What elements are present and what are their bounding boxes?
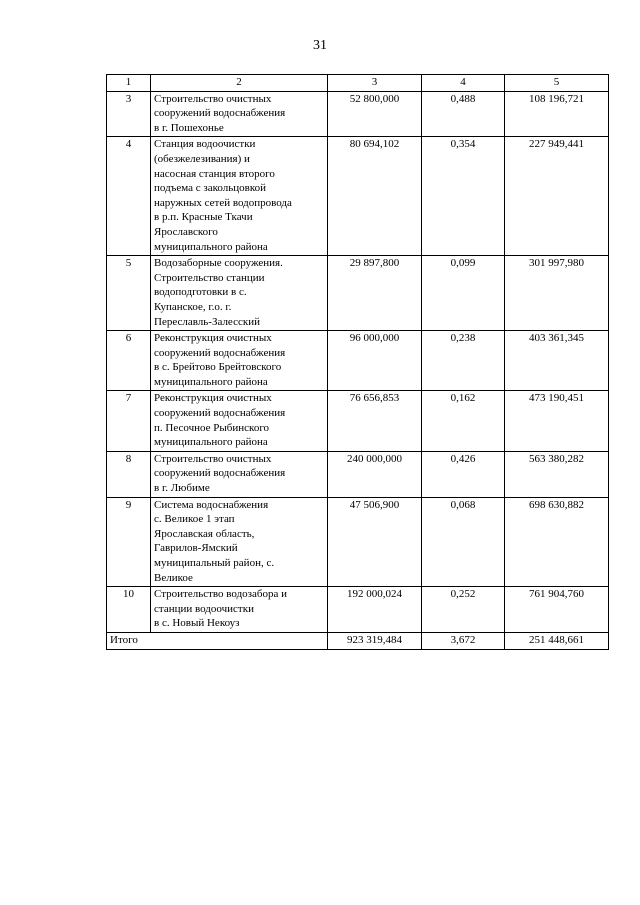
value-cell-c5: 761 904,760 [505,587,609,633]
value-cell-c3: 47 506,900 [328,497,422,587]
row-number-cell: 3 [107,91,151,137]
value-cell-c4: 0,252 [422,587,505,633]
object-name-line: в с. Новый Некоуз [154,617,240,630]
object-name-line: (обезжелезивания) и [154,152,250,165]
row-number-cell: 4 [107,137,151,256]
object-name-line: муниципального района [154,436,268,449]
object-name-line: сооружений водоснабжения [154,346,286,359]
row-number-cell: 5 [107,256,151,331]
header-cell-4: 4 [422,75,505,92]
total-value-c4: 3,672 [422,632,505,649]
table-body [107,75,609,650]
object-name-line: Строительство очистных [154,92,272,105]
object-name-cell [151,137,328,256]
value-cell-c3: 80 694,102 [328,137,422,256]
object-name-line: Переславль-Залесский [154,315,260,328]
object-name-line: Ярославская область, [154,527,255,540]
value-cell-c4: 0,488 [422,91,505,137]
object-name-line: Реконструкция очистных [154,392,272,405]
object-name-cell [151,451,328,497]
value-cell-c4: 0,238 [422,331,505,391]
object-name-line: в р.п. Красные Ткачи [154,211,253,224]
object-name-line: Водозаборные сооружения. [154,257,283,270]
object-name-line: в г. Любиме [154,482,210,495]
page-number: 31 [313,38,327,53]
object-name-cell [151,497,328,587]
table-row [107,497,609,587]
object-name-cell [151,256,328,331]
table-header-row [107,75,609,92]
object-name-line: Строительство водозабора и [154,588,288,601]
value-cell-c4: 0,068 [422,497,505,587]
object-name-line: Реконструкция очистных [154,332,272,345]
object-name-line: в г. Пошехонье [154,121,224,134]
value-cell-c3: 29 897,800 [328,256,422,331]
object-name-line: Станция водоочистки [154,138,256,151]
value-cell-c5: 403 361,345 [505,331,609,391]
object-name-cell [151,91,328,137]
table-row [107,331,609,391]
total-row [107,632,609,649]
object-name-line: муниципального района [154,375,268,388]
row-number-cell: 6 [107,331,151,391]
data-table [106,74,609,650]
value-cell-c3: 192 000,024 [328,587,422,633]
value-cell-c4: 0,426 [422,451,505,497]
value-cell-c3: 240 000,000 [328,451,422,497]
object-name-line: Система водоснабжения [154,498,269,511]
value-cell-c3: 96 000,000 [328,331,422,391]
row-number-cell: 9 [107,497,151,587]
table-row [107,256,609,331]
object-name-line: Строительство станции [154,271,265,284]
object-name-line: Гаврилов-Ямский [154,542,238,555]
row-number-cell: 10 [107,587,151,633]
row-number-cell: 7 [107,391,151,451]
table-row [107,391,609,451]
object-name-line: насосная станция второго [154,167,275,180]
table-row [107,91,609,137]
object-name-line: Великое [154,571,193,584]
object-name-line: муниципальный район, с. [154,557,275,569]
object-name-line: Ярославского [154,225,218,238]
header-cell-3: 3 [328,75,422,92]
object-name-line: Строительство очистных [154,452,272,465]
value-cell-c5: 108 196,721 [505,91,609,137]
header-cell-5: 5 [505,75,609,92]
table-row [107,587,609,633]
object-name-line: сооружений водоснабжения [154,467,286,480]
object-name-line: с. Великое 1 этап [154,513,235,526]
object-name-line: подъема с закольцовкой [154,182,267,195]
table-row [107,137,609,256]
object-name-cell [151,391,328,451]
total-value-c5: 251 448,661 [505,632,609,649]
object-name-line: водоподготовки в с. [154,286,247,299]
object-name-line: муниципального района [154,240,268,253]
value-cell-c4: 0,354 [422,137,505,256]
value-cell-c3: 76 656,853 [328,391,422,451]
total-value-c3: 923 319,484 [328,632,422,649]
object-name-cell [151,587,328,633]
value-cell-c5: 563 380,282 [505,451,609,497]
total-label: Итого [107,632,328,649]
row-number-cell: 8 [107,451,151,497]
value-cell-c3: 52 800,000 [328,91,422,137]
value-cell-c5: 473 190,451 [505,391,609,451]
object-name-cell [151,331,328,391]
object-name-line: п. Песочное Рыбинского [154,421,270,434]
header-cell-2: 2 [151,75,328,92]
object-name-line: Купанское, г.о. г. [154,300,232,313]
value-cell-c5: 301 997,980 [505,256,609,331]
value-cell-c4: 0,162 [422,391,505,451]
value-cell-c4: 0,099 [422,256,505,331]
object-name-line: наружных сетей водопровода [154,196,292,209]
object-name-line: сооружений водоснабжения [154,407,286,420]
value-cell-c5: 227 949,441 [505,137,609,256]
object-name-line: сооружений водоснабжения [154,107,286,120]
value-cell-c5: 698 630,882 [505,497,609,587]
object-name-line: в с. Брейтово Брейтовского [154,361,282,374]
header-cell-1: 1 [107,75,151,92]
object-name-line: станции водоочистки [154,602,254,615]
table-row [107,451,609,497]
